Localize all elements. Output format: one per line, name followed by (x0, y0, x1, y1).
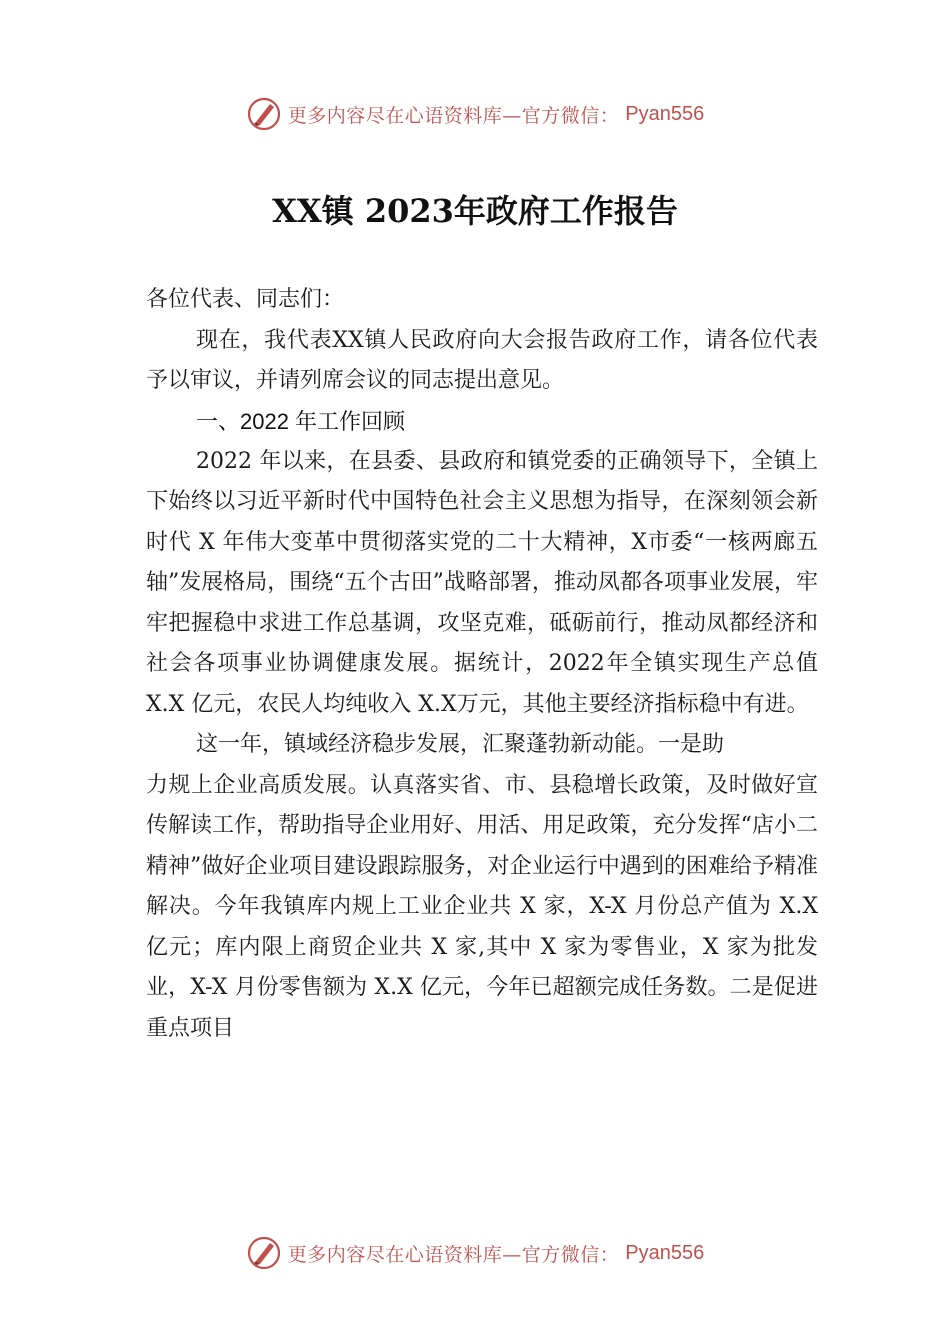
pen-logo-icon (246, 96, 282, 132)
body-paragraph-2-first-line: 这一年，镇域经济稳步发展，汇聚蓬勃新动能。一是助 (196, 732, 725, 757)
banner-handle: Pyan556 (625, 102, 705, 125)
document-title: XX镇 2023年政府工作报告 (272, 192, 678, 230)
section-heading: 一、2022 年工作回顾 (196, 408, 406, 434)
body-paragraph-1: 2022 年以来，在县委、县政府和镇党委的正确领导下，全镇上下始终以习近平新时代中国特色社会主义思想为指导，在深刻领会新时代 X 年伟大变革中贯彻落实党的二十大精神，X市委“一核两廊五轴”发展格局，围绕“五个古田”战略部署，推动凤都各项事业发展，牢牢把握稳中求进工作总基调，攻坚克难，砥砺前行，推动凤都经济和社会各项事业协调健康发展。据统计，2022年全镇实现生产总值 X.X 亿元，农民人均纯收入 X.X万元，其他主要经济指标稳中有进。 (146, 448, 818, 717)
watermark-banner-bottom (0, 1233, 950, 1273)
document-body (146, 280, 818, 1049)
intro-paragraph: 现在，我代表XX镇人民政府向大会报告政府工作，请各位代表予以审议，并请列席会议的同志提出意见。 (146, 327, 818, 393)
pen-logo-icon (246, 1235, 282, 1271)
salutation: 各位代表、同志们： (146, 287, 345, 312)
banner-text: 更多内容尽在心语资料库—官方微信： (287, 104, 620, 127)
body-paragraph-2-continued: 力规上企业高质发展。认真落实省、市、县稳增长政策，及时做好宣传解读工作，帮助指导企业用好、用活、用足政策，充分发挥“店小二精神”做好企业项目建设跟踪服务，对企业运行中遇到的困难给予精准解决。今年我镇库内规上工业企业共 X 家，X-X 月份总产值为 X.X 亿元；库内限上商贸企业共 X 家,其中 X 家为零售业，X 家为批发业，X-X 月份零售额为 X.X 亿元，今年已超额完成任务数。二是促进重点项目 (146, 772, 818, 1041)
banner-handle: Pyan556 (625, 1241, 705, 1264)
banner-text: 更多内容尽在心语资料库—官方微信： (287, 1243, 620, 1266)
watermark-banner-top (0, 94, 950, 134)
